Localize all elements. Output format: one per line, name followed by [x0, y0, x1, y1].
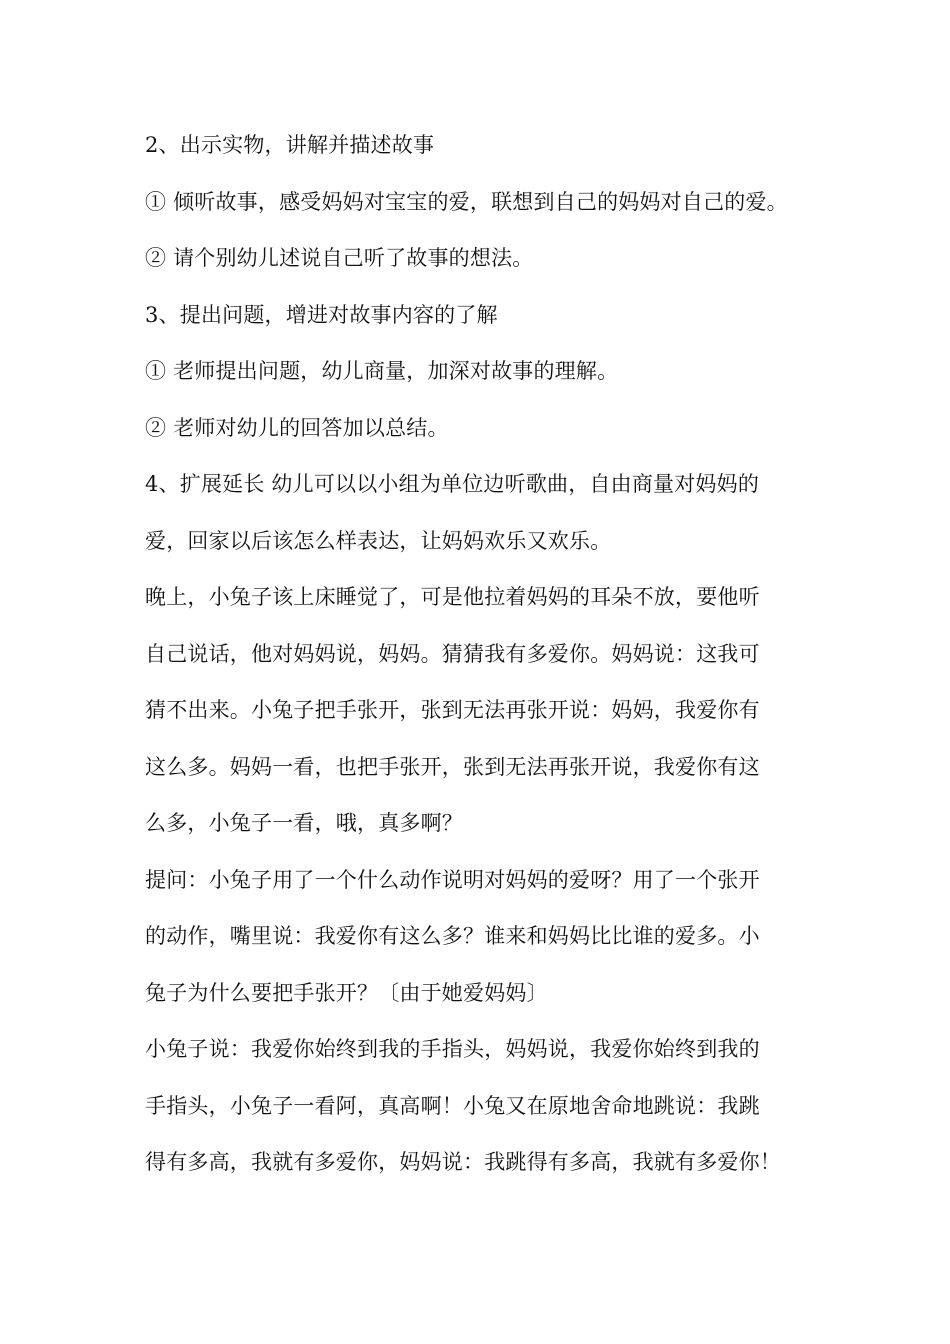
section-heading-4: 4、扩展延长 幼儿可以以小组为单位边听歌曲，自由商量对妈妈的 — [145, 472, 760, 496]
list-item: ① 倾听故事，感受妈妈对宝宝的爱，联想到自己的妈妈对自己的爱。 — [145, 189, 788, 214]
paragraph-line: 兔子为什么要把手张开？〔由于她爱妈妈〕 — [145, 980, 548, 1005]
section-heading-2: 2、出示实物，讲解并描述故事 — [145, 133, 435, 157]
paragraph-line: 自己说话，他对妈妈说，妈妈。猜猜我有多爱你。妈妈说：这我可 — [145, 641, 760, 666]
section-heading-3: 3、提出问题，增进对故事内容的了解 — [145, 302, 498, 327]
paragraph-line: 爱，回家以后该怎么样表达，让妈妈欢乐又欢乐。 — [145, 528, 612, 553]
paragraph-line: 小兔子说：我爱你始终到我的手指头，妈妈说，我爱你始终到我的 — [145, 1037, 760, 1061]
paragraph-line: 的动作，嘴里说：我爱你有这么多？谁来和妈妈比比谁的爱多。小 — [145, 924, 760, 948]
paragraph-line: 猜不出来。小兔子把手张开，张到无法再张开说：妈妈，我爱你有 — [145, 698, 760, 722]
list-item: ② 请个别幼儿述说自己听了故事的想法。 — [145, 246, 534, 270]
paragraph-line: 么多，小兔子一看，哦，真多啊？ — [145, 811, 463, 835]
list-item: ② 老师对幼儿的回答加以总结。 — [145, 415, 449, 440]
paragraph-line: 晚上，小兔子该上床睡觉了，可是他拉着妈妈的耳朵不放，要他听 — [145, 585, 760, 609]
list-item: ① 老师提出问题，幼儿商量，加深对故事的理解。 — [145, 359, 619, 383]
paragraph-line: 得有多高，我就有多爱你，妈妈说：我跳得有多高，我就有多爱你！ — [145, 1150, 781, 1174]
paragraph-line: 手指头，小兔子一看阿，真高啊！小兔又在原地舍命地跳说：我跳 — [145, 1093, 760, 1118]
paragraph-line: 提问：小兔子用了一个什么动作说明对妈妈的爱呀？用了一个张开 — [145, 867, 760, 892]
paragraph-line: 这么多。妈妈一看，也把手张开，张到无法再张开说，我爱你有这 — [145, 754, 760, 779]
document-body — [145, 131, 810, 1205]
